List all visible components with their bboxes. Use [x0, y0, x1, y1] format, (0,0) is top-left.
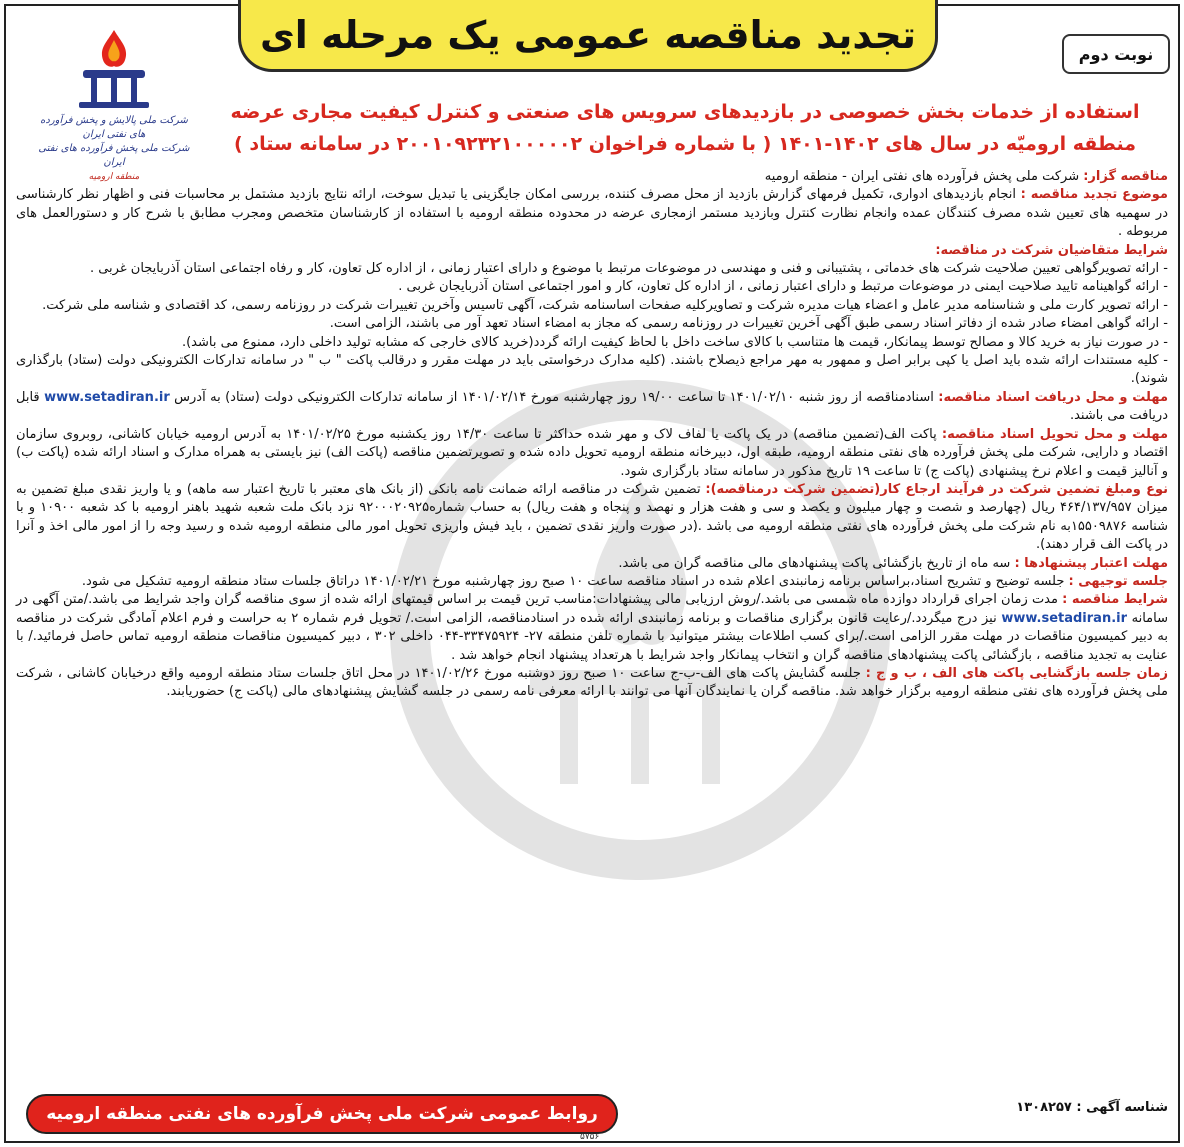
company-logo: [34, 26, 194, 182]
guarantee-text: تضمین شرکت در مناقصه ارائه ضمانت نامه بانکی (از بانک های معتبر با تاریخ اعتبار سه ماهه) و یا واریز نقدی مبلغ تضمین به میزان ۴۶۴/۱۳۷/۹۵۷ ریال (چهارصد و شصت و چهار میلیون و یکصد و سی و هفت هزار و نهصد و پنجاه و هفت ریال) به حساب شماره۹۲۰۰۰۲۰۹۲۵ نزد بانک ملت شعبه شهید باهنر ارومیه با کد شعبه ۱۰۹۰۰ و با شناسه ۱۵۵۰۹۸۷۶به نام شرکت ملی پخش فرآورده های نفتی منطقه ارومیه می باشد .(در صورت واریز نقدی تضمین ، باید فیش واریزی تحویل امور مالی منطقه ارومیه شده و رسید وجه را از امور مالی اخذ و آنرا در پاکت الف قرار دهند).: [16, 481, 1169, 553]
opening-heading: زمان جلسه بازگشایی پاکت های الف ، ب و ج :: [865, 665, 1169, 681]
terms-text-b: نیز درج میگردد./رعایت قانون برگزاری مناقصات و برنامه زمانبندی ارائه شده در اسنادمناقصه، الزامی است./ تحویل فرم شماره ۲ به حراست و فرم اعلام آمادگی شرکت در مناقصه به دبیر کمیسیون مناقصات در مهلت مقرر الزامی است./برای کسب اطلاعات بیشتر میتوانید با شماره تلفن منطقه ۲۷- ۳۳۴۷۵۹۲۴-۰۴۴ داخلی ۳۰۲ ، دبیر کمیسیون مناقصات منطقه ارومیه تماس حاصل فرمائید./ با عنایت به تجدید مناقصه ، بازگشائی پاکت پیشنهادهای مناقصه گران و انتخاب پیمانکار واجد شرایط با هرتعداد پیشنهاد انجام خواهد شد .: [16, 610, 1169, 663]
organizer-text: شرکت ملی پخش فرآورده های نفتی ایران - منطقه ارومیه: [764, 169, 1084, 184]
condition-item: - ارائه تصویر کارت ملی و شناسنامه مدیر عامل و اعضاء هیات مدیره شرکت و تصاویرکلیه صفحات اساسنامه شرکت، آگهی تاسیس وآخرین تغییرات شرکت در روزنامه رسمی، کد اقتصادی و شناسه ملی شرکت.: [42, 297, 1168, 313]
logo-text-1: شرکت ملی پالایش و پخش فرآورده های نفتی ایران: [40, 115, 188, 140]
setad-link[interactable]: www.setadiran.ir: [44, 389, 170, 405]
doc-receive-text-a: اسنادمناقصه از روز شنبه ۱۴۰۱/۰۲/۱۰ تا ساعت ۱۹/۰۰ روز چهارشنبه مورخ ۱۴۰۱/۰۲/۱۴ از سامانه تدارکات الکترونیکی دولت (ستاد) به آدرس: [169, 389, 939, 405]
section-briefing: [16, 573, 1168, 591]
terms-heading: شرایط مناقصه :: [1062, 592, 1168, 608]
briefing-heading: جلسه توجیهی :: [1068, 573, 1168, 589]
section-subject: [16, 186, 1168, 241]
section-opening: [16, 665, 1168, 702]
validity-text: سه ماه از تاریخ بازگشائی پاکت پیشنهادهای مالی مناقصه گران می باشد.: [618, 555, 1015, 571]
section-guarantee: [16, 481, 1168, 555]
title-banner: [238, 0, 938, 72]
condition-item: - کلیه مستندات ارائه شده باید اصل یا کپی برابر اصل و ممهور به مهر مراجع ذیصلاح باشند. (کلیه مدارک درخواستی باید در مهلت مقرر و درقالب پاکت " ب " در سامانه تدارکات الکترونیکی دولت (ستاد) بارگذاری شوند).: [16, 353, 1168, 387]
public-relations-bar: روابط عمومی شرکت ملی پخش فرآورده های نفتی منطقه ارومیه: [26, 1094, 618, 1134]
tender-headline: [200, 96, 1170, 160]
page-title: تجدید مناقصه عمومی یک مرحله ای: [259, 12, 917, 57]
doc-receive-text-b: قابل دریافت می باشند.: [16, 389, 1168, 424]
conditions-heading: شرایط متقاضیان شرکت در مناقصه:: [935, 242, 1168, 258]
section-doc-receive: [16, 389, 1168, 426]
validity-heading: مهلت اعتبار پیشنهادها :: [1014, 555, 1168, 571]
round-badge: نوبت دوم: [1062, 34, 1170, 74]
section-doc-deliver: [16, 426, 1168, 481]
section-organizer: [16, 168, 1168, 186]
print-code: ۵۷۵۶: [580, 1132, 600, 1142]
condition-item: - در صورت نیاز به خرید کالا و مصالح توسط پیمانکار، قیمت ها متناسب با کالای ساخت داخل با لحاظ کیفیت ارائه گردد(خرید کالای خارجی که مشابه تولید داخلی دارد، ممنوع می باشد).: [181, 334, 1168, 350]
terms-text-a: مدت زمان اجرای قرارداد دوازده ماه شمسی می باشد./روش ارزیابی مالی پیشنهادات:مناسب ترین قیمت بر اساس قیمتهای ارائه شده از سوی مناقصه گران واجد شرایط می باشد./متن آگهی در سامانه: [16, 592, 1168, 626]
briefing-text: جلسه توضیح و تشریح اسناد،براساس برنامه زمانبندی اعلام شده در اسناد مناقصه ساعت ۱۰ صبح روز چهارشنبه مورخ ۱۴۰۱/۰۲/۲۱ دراتاق جلسات ستاد منطقه ارومیه تشکیل می شود.: [81, 573, 1069, 589]
opening-text: جلسه گشایش پاکت های الف-ب-ج ساعت ۱۰ صبح روز دوشنبه مورخ ۱۴۰۱/۰۲/۲۶ در محل اتاق جلسات ستاد منطقه ارومیه واقع درخیابان کاشانی ، شرکت ملی پخش فرآورده های نفتی منطقه ارومیه برگزار خواهد شد. مناقصه گران یا نمایندگان آنها می توانند با ارائه معرفی نامه رسمی در جلسه گشایش پیشنهادهای مالی (پاکت ج) حضوریابند.: [16, 665, 1168, 700]
ad-identifier: شناسه آگهی : ۱۳۰۸۲۵۷: [1016, 1100, 1168, 1115]
doc-deliver-heading: مهلت و محل تحویل اسناد مناقصه:: [941, 426, 1168, 442]
condition-item: - ارائه تصویرگواهی تعیین صلاحیت شرکت های خدماتی ، پشتیبانی و فنی و مهندسی در موضوعات مرتبط با موضوع و دارای اعتبار زمانی ، از اداره کل تعاون، کار و رفاه اجتماعی استان آذربایجان غربی .: [89, 261, 1168, 277]
headline-line-1: استفاده از خدمات بخش خصوصی در بازدیدهای سرویس های صنعتی و کنترل کیفیت مجاری عرضه: [230, 101, 1140, 123]
section-terms: [16, 591, 1168, 665]
section-validity: [16, 555, 1168, 573]
flame-drop-icon: [69, 26, 159, 110]
subject-text: انجام بازدیدهای ادواری، تکمیل فرمهای گزارش بازدید از محل مصرف کننده، بررسی امکان جایگزینی یا تبدیل سوخت، ارائه نتایج بازدید مشتمل بر محاسبات فنی و اظهار نظر کارشناسی در سهمیه های تعیین شده مصرف کنندگان عمده وانجام نظارت کنترل وبازدید مستمر ازمجاری عرضه در محدوده منطقه ارومیه با استفاده از کارشناسان متخصص ومجرب مطابق با شرح کار و دستورالعمل های مربوطه .: [16, 187, 1168, 240]
organizer-heading: مناقصه گزار:: [1083, 169, 1168, 184]
setad-link[interactable]: www.setadiran.ir: [1001, 610, 1128, 626]
doc-receive-heading: مهلت و محل دریافت اسناد مناقصه:: [938, 389, 1168, 405]
condition-item: - ارائه گواهینامه تایید صلاحیت ایمنی در موضوعات مرتبط و دارای اعتبار زمانی ، از اداره کل تعاون، کار و امور اجتماعی استان آذربایجان غربی .: [398, 279, 1168, 295]
tender-body: [16, 168, 1168, 702]
subject-heading: موضوع تجدید مناقصه :: [1020, 187, 1168, 203]
guarantee-heading: نوع ومبلغ تضمین شرکت در فرآیند ارجاع کار(تضمین شرکت درمناقصه):: [705, 481, 1168, 497]
logo-text-2: شرکت ملی پخش فرآورده های نفتی ایران: [38, 143, 190, 168]
headline-line-2: منطقه ارومیّه در سال های ۱۴۰۲-۱۴۰۱ ( با شماره فراخوان ۲۰۰۱۰۹۲۳۲۱۰۰۰۰۰۲ در سامانه ستاد ): [234, 133, 1136, 155]
doc-deliver-text: پاکت الف(تضمین مناقصه) در یک پاکت یا لفاف لاک و مهر شده حداکثر تا ساعت ۱۴/۳۰ روز یکشنبه مورخ ۱۴۰۱/۰۲/۲۵ به آدرس ارومیه خیابان کاشانی، روبروی سازمان اقتصاد و دارایی، شرکت ملی پخش فرآورده های نفتی منطقه ارومیه، طبقه اول، دبیرخانه منطقه ارومیه تحویل داده شده و تصویرتضمین مناقصه (پاکت الف) نیز بایستی به همراه مدارک و اسناد ارائه شده (پاکت ب) و آنالیز قیمت و اعلام نرخ پیشنهادی (پاکت ج) تا ساعت ۱۹ تاریخ مذکور در سامانه ستاد بارگزاری شود.: [16, 426, 1168, 479]
logo-text-3: منطقه ارومیه: [88, 172, 140, 182]
condition-item: - ارائه گواهی امضاء صادر شده از دفاتر اسناد رسمی طبق آگهی آخرین تغییرات در روزنامه رسمی که مجاز به امضاء اسناد تعهد آور می باشند، الزامی است.: [329, 316, 1168, 332]
